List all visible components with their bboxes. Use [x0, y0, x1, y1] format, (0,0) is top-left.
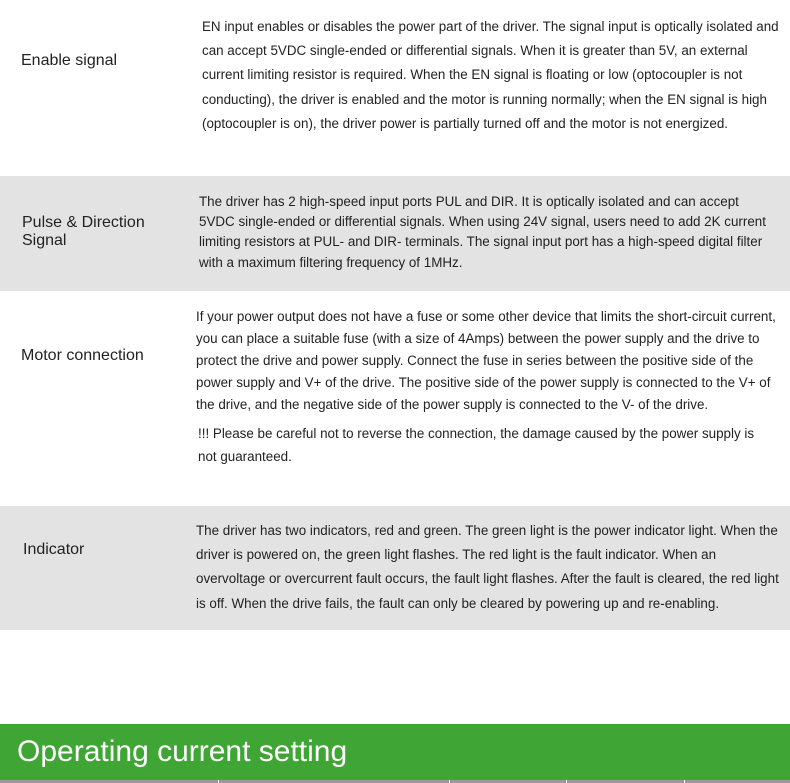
enable-signal-text: EN input enables or disables the power part of the driver. The signal input is optically isolated and can accept 5VDC single-ended or differential signals. When it is greater than 5V, an external current limiting resistor is required. When the EN signal is floating or low (optocoupler is not conducting), the driver is enabled and the motor is running normally; when the EN signal is high (optocoupler is on), the driver power is partially turned off and the motor is not energized. [202, 19, 779, 131]
section-banner [0, 724, 790, 780]
motor-connection-text: If your power output does not have a fuse or some other device that limits the short-circuit current, you can place a suitable fuse (with a size of 4Amps) between the power supply and the drive to protect the drive and power supply. Connect the fuse in series between the positive side of the power supply and V+ of the drive. The positive side of the power supply is connected to the V+ of the drive, and the negative side of the power supply is connected to the V- of the drive. [196, 309, 776, 413]
table-row-indicator [0, 506, 790, 630]
table-row-enable-signal [0, 0, 790, 176]
row-description-motor-connection [196, 306, 786, 468]
section-title: Operating current setting [17, 735, 348, 768]
row-description-enable-signal [202, 15, 784, 136]
row-label-motor-connection: Motor connection [21, 347, 144, 364]
row-description-indicator [196, 519, 786, 616]
row-label-pulse-direction: Pulse & Direction Signal [22, 214, 145, 249]
row-description-pulse-direction [199, 192, 771, 273]
row-label-indicator: Indicator [23, 541, 85, 558]
table-row-motor-connection [0, 291, 790, 506]
indicator-text: The driver has two indicators, red and green. The green light is the power indicator light. When the driver is powered on, the green light flashes. The red light is the fault indicator. When an overvoltage or overcurrent fault occurs, the fault light flashes. After the fault is cleared, the red light is off. When the drive fails, the fault can only be cleared by powering up and re-enabling. [196, 523, 779, 611]
row-label-enable-signal: Enable signal [21, 52, 118, 69]
pulse-direction-text: The driver has 2 high-speed input ports PUL and DIR. It is optically isolated and can accept 5VDC single-ended or differential signals. When using 24V signal, users need to add 2K current limiting resistors at PUL- and DIR- terminals. The signal input port has a high-speed digital filter with a maximum filtering frequency of 1MHz. [199, 194, 766, 270]
motor-connection-warning: !!! Please be careful not to reverse the connection, the damage caused by the power supply is not guaranteed. [198, 426, 755, 464]
table-row-pulse-direction [0, 176, 790, 291]
